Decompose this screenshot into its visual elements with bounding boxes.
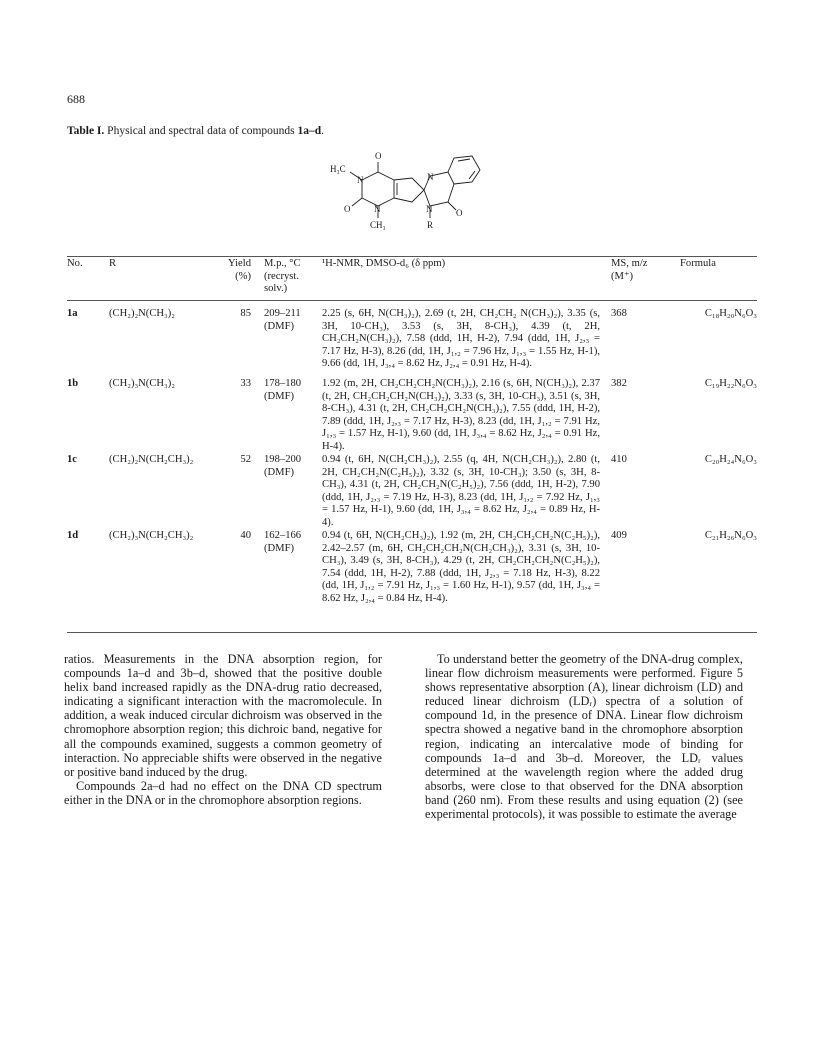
struct-n-bottom: N: [374, 204, 381, 214]
caption-label: Table I.: [67, 125, 105, 137]
row-nmr: 0.94 (t, 6H, N(CH₂CH₃)₂), 2.55 (q, 4H, N(CH₂CH₃)₂), 2.80 (t, 2H, CH₂CH₂N(C₂H₅)₂), 3.32 (s, 3H, 10-CH₃); 3.50 (s, 3H, 8-CH₃), 4.31 (t, 2H, CH₂CH₂N(C₂H₅)₂), 7.56 (ddd, 1H, H-2), 7.90 (ddd, 1H, J₂,₃ = 7.19 Hz, H-3), 8.23 (dd, 1H, J₁,₂ = 7.92 Hz, J₁,₃ = 1.57 Hz, H-1), 9.60 (dd, 1H, J₃,₄ = 8.62 Hz, J₂,₄ = 0.89 Hz, H-4).: [322, 454, 600, 528]
row-no: 1c: [67, 454, 77, 465]
row-formula: C₁₈H₂₀N₆O₃: [704, 308, 757, 319]
row-nmr: 0.94 (t, 6H, N(CH₂CH₃)₂), 1.92 (m, 2H, CH₂CH₂CH₂N(C₂H₅)₂), 2.42–2.57 (m, 6H, CH₂CH₂CH₂N(CH₂CH₃)₂), 3.31 (s, 3H, 10-CH₃), 3.49 (s, 3H, 8-CH₃), 4.29 (t, 2H, CH₂CH₂CH₂N(C₂H₅)₂), 7.54 (ddd, 1H, H-2), 7.88 (ddd, 1H, J₂,₃ = 7.18 Hz, H-3), 8.22 (dd, 1H, J₁,₂ = 7.91 Hz, J₁,₃ = 1.60 Hz, H-1), 9.57 (dd, 1H, J₃,₄ = 8.62 Hz, J₂,₄ = 0.84 Hz, H-4).: [322, 530, 600, 604]
row-formula: C₁₉H₂₂N₆O₃: [704, 378, 757, 389]
chemical-structure: [330, 150, 500, 245]
row-ms: 410: [611, 454, 627, 465]
caption-compounds: 1a–d: [297, 125, 322, 137]
row-ms: 382: [611, 378, 627, 389]
struct-n-bottom-right: N: [426, 204, 433, 214]
row-mp: 178–180 (DMF): [264, 378, 302, 402]
table-top-rule: [67, 256, 757, 257]
struct-n-right: N: [427, 172, 434, 182]
row-r: (CH₂)₃N(CH₂CH₃)₂: [109, 530, 194, 541]
row-yield: 33: [240, 378, 251, 389]
caption-text: Physical and spectral data of compounds: [107, 125, 295, 137]
header-formula: Formula: [680, 258, 716, 269]
row-yield: 85: [240, 308, 251, 319]
header-ms: MS, m/z (M⁺): [611, 258, 648, 282]
row-r: (CH₂)₂N(CH₂CH₃)₂: [109, 454, 194, 465]
row-r: (CH₂)₃N(CH₃)₂: [109, 378, 175, 389]
header-nmr: ¹H-NMR, DMSO-d₆ (δ ppm): [322, 258, 446, 269]
header-no: No.: [67, 258, 83, 269]
row-ms: 409: [611, 530, 627, 541]
struct-h3c: H₃C: [330, 164, 346, 174]
row-mp: 209–211 (DMF): [264, 308, 301, 332]
row-nmr: 2.25 (s, 6H, N(CH₃)₂), 2.69 (t, 2H, CH₂CH₂ N(CH₃)₂), 3.35 (s, 3H, 10-CH₃), 3.53 (s, 3H, 8-CH₃), 4.39 (t, 2H, CH₂CH₂N(CH₃)₂), 7.58 (ddd, 1H, H-2), 7.94 (ddd, 1H, J₂,₃ = 7.17 Hz, H-3), 8.26 (dd, 1H, J₁,₂ = 7.96 Hz, J₁,₃ = 1.55 Hz, H-1), 9.66 (dd, 1H, J₃,₄ = 8.62 Hz, J₂,₄ = 0.91 Hz, H-4).: [322, 308, 600, 370]
body-paragraph: ratios. Measurements in the DNA absorption region, for compounds 1a–d and 3b–d, showed that the positive double helix band increased rapidly as the DNA-drug ratio decreased, indicating a significant interaction with the macromolecule. In addition, a weak induced circular dichroism was observed in the chromophore absorption region; this dichroic band, negative for all the compounds examined, suggests a common geometry of interaction. No appreciable shifts were observed in the negative or positive band induced by the drug.: [64, 652, 382, 779]
row-ms: 368: [611, 308, 627, 319]
page-number: 688: [67, 92, 85, 106]
struct-o-bottom-left: O: [344, 204, 351, 214]
struct-o-bottom-right: O: [456, 208, 463, 218]
header-yield: Yield (%): [228, 258, 251, 282]
row-no: 1d: [67, 530, 79, 541]
body-column-right: [425, 652, 743, 821]
body-paragraph: Compounds 2a–d had no effect on the DNA CD spectrum either in the DNA or in the chromophore absorption regions.: [64, 778, 382, 807]
struct-r: R: [427, 220, 434, 230]
table-caption: [67, 125, 324, 137]
struct-o-top: O: [375, 151, 382, 161]
row-mp: 162–166 (DMF): [264, 530, 302, 554]
body-paragraph: To understand better the geometry of the DNA-drug complex, linear flow dichroism measurements were performed. Figure 5 shows representative absorption (A), linear dichroism (LD) and reduced linear dichroism (LDᵣ) spectra of a solution of compound 1d, in the presence of DNA. Linear flow dichroism spectra showed a negative band in the chromophore absorption region, indicating an intercalative mode of binding for compounds 1a–d and 3b–d. Moreover, the LDᵣ values determined at the wavelength region where the added drug absorbs, were close to that observed for the DNA absorption band (260 nm). From these results and using equation (2) (see experimental protocols), it was possible to estimate the average: [425, 652, 743, 822]
row-mp: 198–200 (DMF): [264, 454, 302, 478]
table-bottom-rule: [67, 632, 757, 633]
row-nmr: 1.92 (m, 2H, CH₂CH₂CH₂N(CH₃)₂), 2.16 (s, 6H, N(CH₃)₂), 2.37 (t, 2H, CH₂CH₂CH₂N(CH₃)₂), 3.33 (s, 3H, 10-CH₃), 3.51 (s, 3H, 8-CH₃), 4.31 (t, 2H, CH₂CH₂CH₂N(CH₃)₂), 7.55 (ddd, 1H, H-2), 7.89 (ddd, 1H, J₂,₃ = 7.17 Hz, H-3), 8.23 (dd, 1H, J₁,₂ = 7.91 Hz, J₁,₃ = 1.57 Hz, H-1), 9.60 (dd, 1H, J₃,₄ = 8.62 Hz, J₂,₄ = 0.91 Hz, H-4).: [322, 378, 600, 452]
row-formula: C₂₁H₂₆N₆O₃: [704, 530, 757, 541]
header-mp: M.p., °C (recryst. solv.): [264, 258, 301, 295]
body-column-left: [64, 652, 382, 807]
row-no: 1b: [67, 378, 79, 389]
table-header-rule: [67, 300, 757, 301]
row-yield: 40: [240, 530, 251, 541]
row-yield: 52: [240, 454, 251, 465]
row-formula: C₂₀H₂₄N₆O₃: [704, 454, 757, 465]
caption-end: .: [321, 125, 325, 137]
row-r: (CH₂)₂N(CH₃)₂: [109, 308, 175, 319]
struct-ch3: CH₃: [370, 220, 386, 230]
row-no: 1a: [67, 308, 78, 319]
header-r: R: [109, 258, 117, 269]
struct-n-left: N: [357, 175, 364, 185]
